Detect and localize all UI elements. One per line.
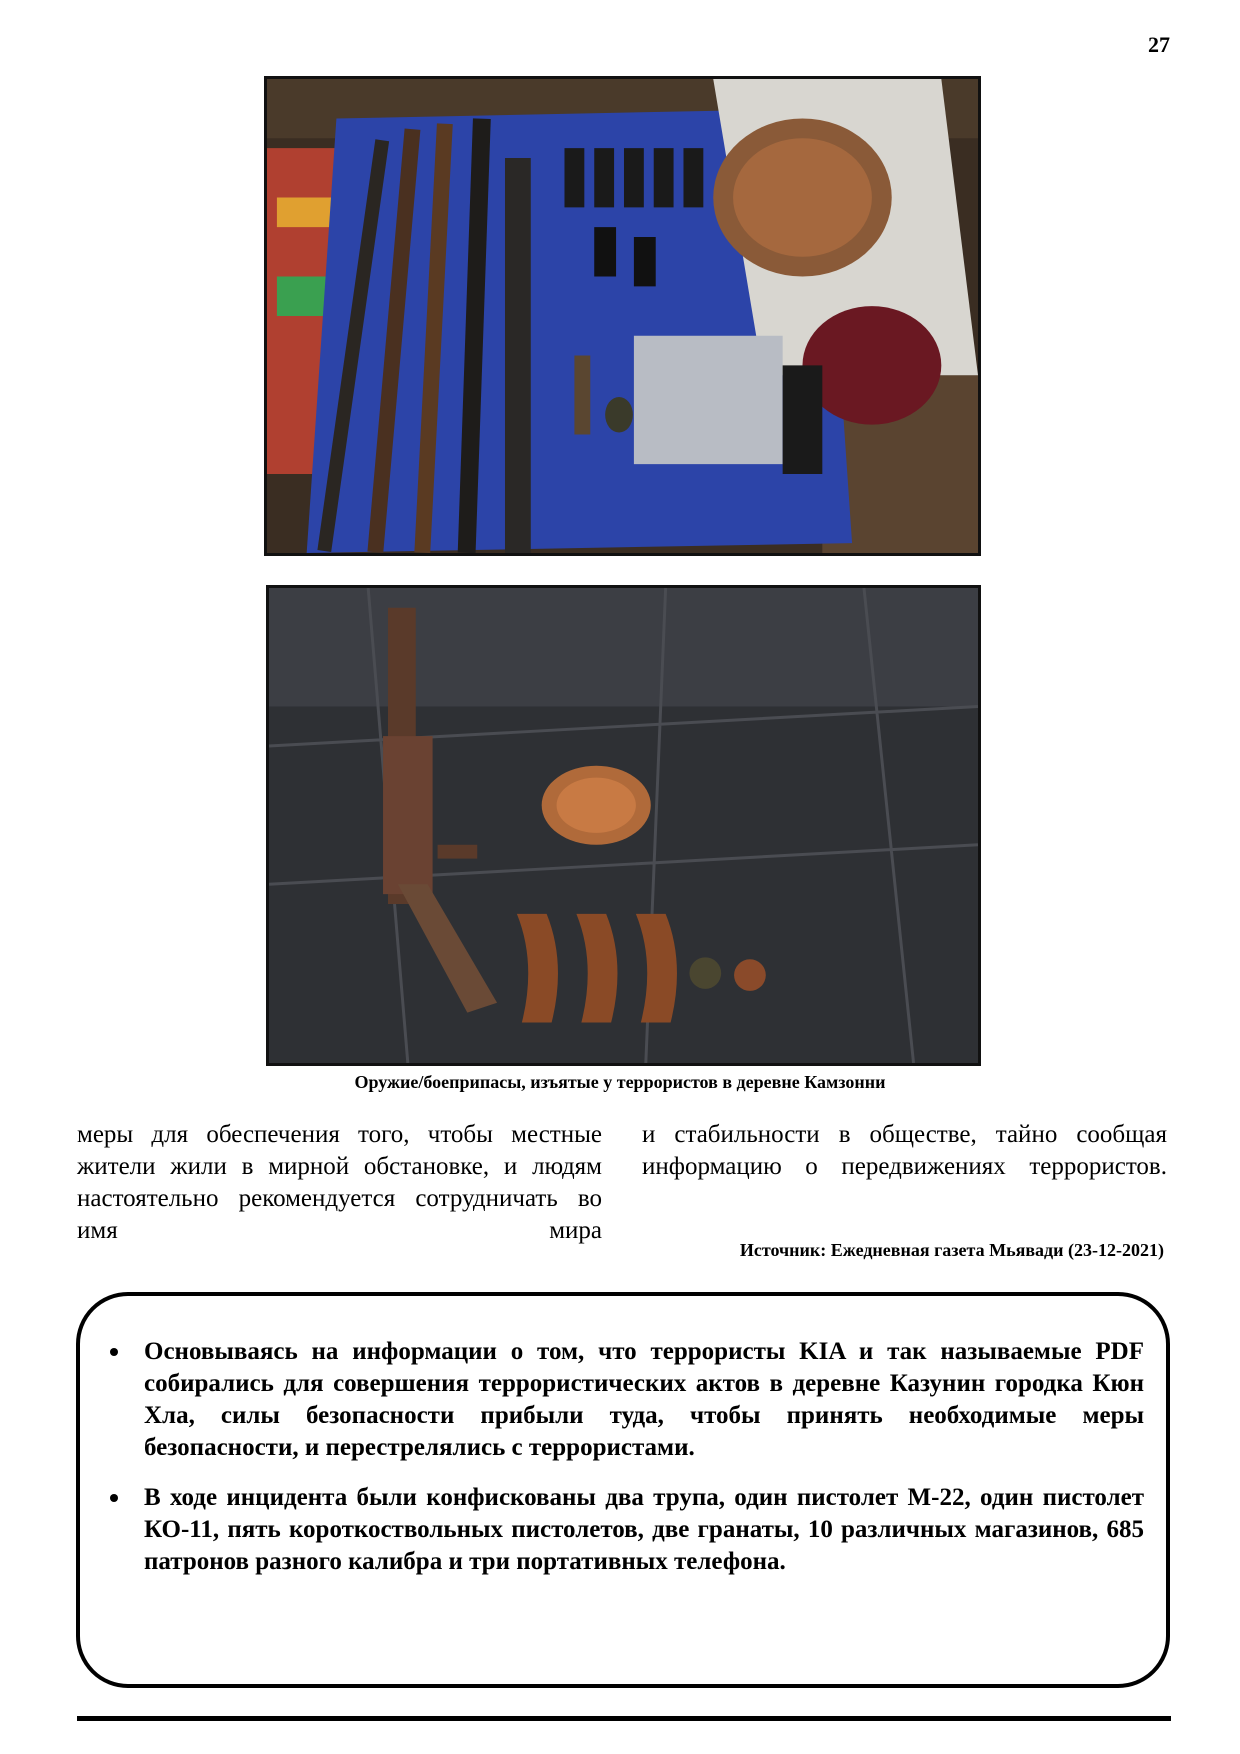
article-text-left-column: меры для обеспечения того, чтобы местные жители жили в мирной обстановке, и людям настоятельно рекомендуется сотрудничать во имя мира [77, 1121, 602, 1244]
bullet-icon [110, 1494, 118, 1502]
bullet-item [102, 1482, 1144, 1578]
seized-weapons-image-2 [269, 588, 978, 1063]
source-citation: Источник: Ежедневная газета Мьявади (23-12-2021) [739, 1240, 1164, 1260]
bullet-icon [110, 1348, 118, 1356]
seized-weapons-photo-2 [266, 585, 981, 1066]
article-text-right-column: и стабильности в обществе, тайно сообщая информацию о передвижениях террористов. [642, 1121, 1167, 1180]
incident-bullet-list [102, 1336, 1144, 1578]
bullet-item [102, 1336, 1144, 1464]
photo-caption: Оружие/боеприпасы, изъятые у террористов в деревне Камзонни [354, 1072, 886, 1092]
seized-weapons-image-1 [267, 79, 978, 553]
page-number: 27 [1148, 32, 1170, 57]
bullet-text: В ходе инцидента были конфискованы два трупа, один пистолет M-22, один пистолет КО-11, пять короткоствольных пистолетов, две гранаты, 10 различных магазинов, 685 патронов разного калибра и три портативных телефона. [144, 1484, 1144, 1575]
incident-summary-box [76, 1292, 1170, 1688]
bottom-divider [77, 1716, 1171, 1721]
bullet-text: Основываясь на информации о том, что террористы KIA и так называемые PDF собирались для совершения террористических актов в деревне Казунин городка Кюн Хла, силы безопасности прибыли туда, чтобы принять необходимые меры безопасности, и перестрелялись с террористами. [144, 1338, 1144, 1461]
seized-weapons-photo-1 [264, 76, 981, 556]
